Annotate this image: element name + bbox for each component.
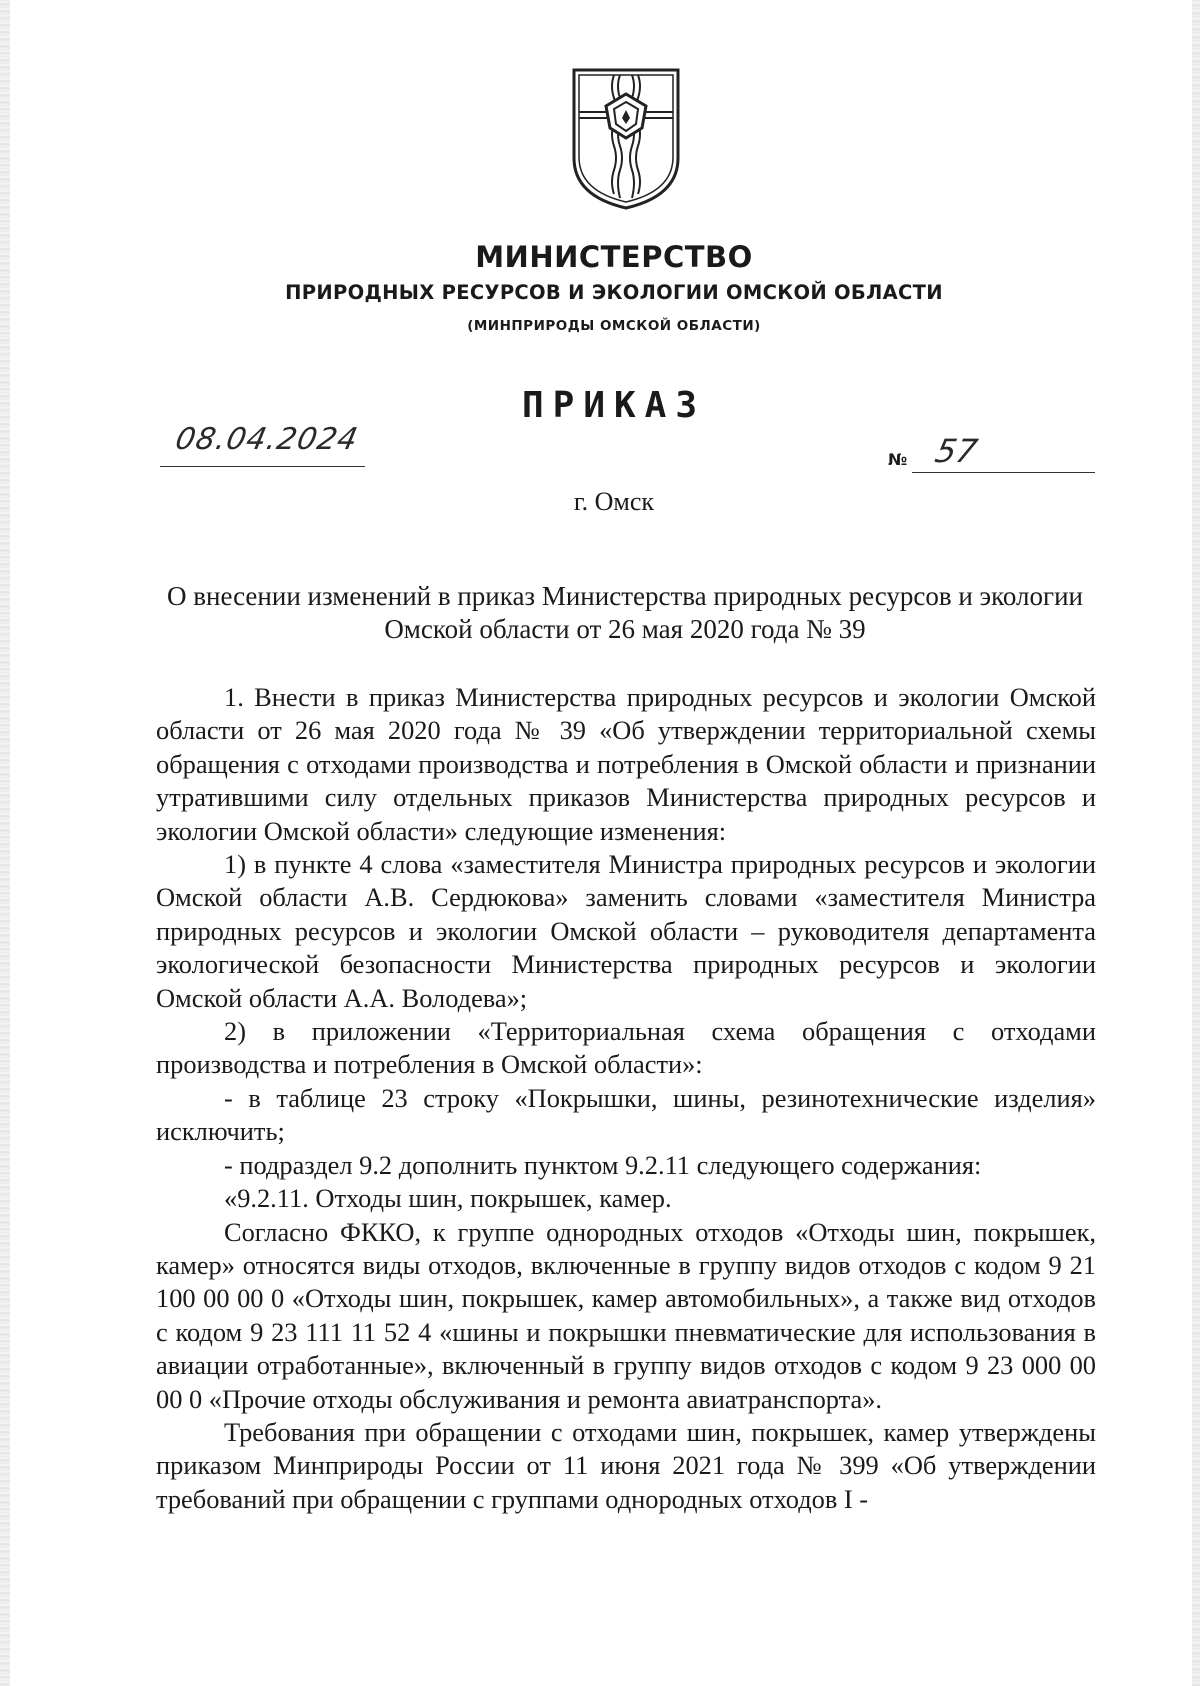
body-paragraph: Требования при обращении с отходами шин, покрышек, камер утверждены приказом Минприроды России от 11 июня 2021 года № 399 «Об утверждении требований при обращении с группами однородных отходов I - — [156, 1416, 1096, 1514]
body-paragraph: - в таблице 23 строку «Покрышки, шины, резинотехнические изделия» исключить; — [156, 1082, 1096, 1147]
order-city: г. Омск — [573, 487, 655, 516]
date-underline — [160, 466, 365, 467]
order-body — [156, 681, 1096, 1516]
body-paragraph: Согласно ФККО, к группе однородных отходов «Отходы шин, покрышек, камер» относятся виды отходов, включенные в группу видов отходов с кодом 9 21 100 00 00 0 «Отходы шин, покрышек, камер автомобильных», а также вид отходов с кодом 9 23 111 11 52 4 «шины и покрышки пневматические для использования в авиации отработанные», включенный в группу видов отходов с кодом 9 23 000 00 00 0 «Прочие отходы обслуживания и ремонта авиатранспорта». — [156, 1216, 1096, 1414]
body-paragraph: 2) в приложении «Территориальная схема обращения с отходами производства и потребления в Омской области»: — [156, 1016, 1096, 1080]
body-paragraph: 1) в пункте 4 слова «заместителя Министра природных ресурсов и экологии Омской области А.В. Сердюкова» заменить словами «заместителя Министра природных ресурсов и экологии Омской области – руководителя департамента экологической безопасности Министерства природных ресурсов и экологии Омской области А.А. Володева»; — [156, 849, 1096, 1013]
order-number: 57 — [931, 432, 981, 470]
order-number-label: № — [888, 450, 908, 469]
coat-of-arms-icon — [570, 66, 682, 212]
order-date: 08.04.2024 — [172, 422, 362, 457]
order-title: ПРИКАЗ — [521, 385, 707, 426]
ministry-short-name: (МИНПРИРОДЫ ОМСКОЙ ОБЛАСТИ) — [467, 318, 761, 334]
body-paragraph: - подраздел 9.2 дополнить пунктом 9.2.11 следующего содержания: — [224, 1149, 982, 1180]
ministry-title: МИНИСТЕРСТВО — [475, 240, 753, 274]
ministry-subtitle: ПРИРОДНЫХ РЕСУРСОВ И ЭКОЛОГИИ ОМСКОЙ ОБЛАСТИ — [285, 281, 943, 304]
number-underline — [912, 472, 1095, 473]
order-subject: О внесении изменений в приказ Министерства природных ресурсов и экологии Омской области от 26 мая 2020 года № 39 — [167, 581, 1083, 644]
body-paragraph: «9.2.11. Отходы шин, покрышек, камер. — [224, 1183, 672, 1214]
body-paragraph: 1. Внести в приказ Министерства природных ресурсов и экологии Омской области от 26 мая 2020 года № 39 «Об утверждении территориальной схемы обращения с отходами производства и потребления в Омской области и признании утратившими силу отдельных приказов Министерства природных ресурсов и экологии Омской области» следующие изменения: — [156, 682, 1096, 846]
